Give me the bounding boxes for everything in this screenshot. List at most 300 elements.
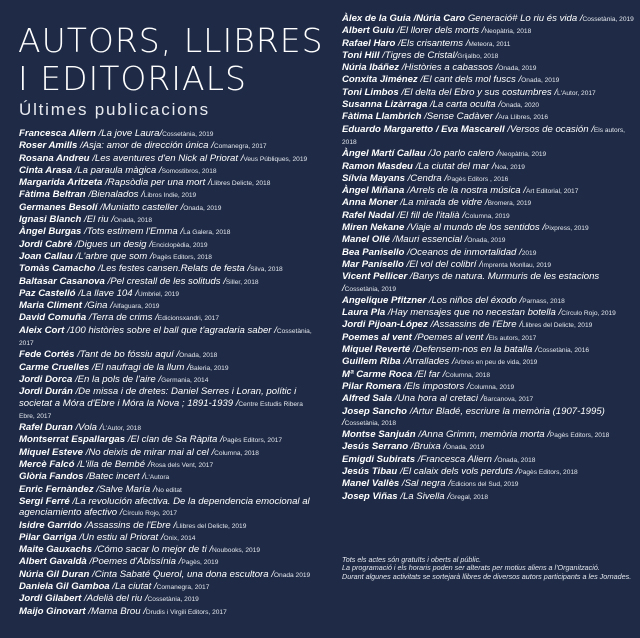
book-title: /La revolución afectiva. De la dependencia emocional al agenciamiento afectivo / bbox=[19, 495, 310, 519]
book-entry bbox=[19, 556, 315, 568]
book-publisher: Comanegra, 2017 bbox=[213, 143, 267, 151]
book-author: Paz Castelló bbox=[19, 287, 76, 299]
book-entry bbox=[19, 484, 315, 496]
book-publisher: Pagès, 2019 bbox=[181, 559, 219, 567]
book-title: /Banys de natura. Murmuris de les estacions / bbox=[342, 271, 600, 294]
book-entry bbox=[342, 124, 634, 149]
footer-note: Tots els actes són gratuïts i oberts al públic. bbox=[342, 555, 482, 564]
title-line-2: I EDITORIALS bbox=[18, 59, 247, 98]
book-author: Montse Sanjuán bbox=[342, 429, 416, 441]
book-publisher: Pagès Editors, 2017 bbox=[222, 437, 283, 445]
book-publisher: L'Autor, 2017 bbox=[557, 89, 596, 97]
book-entry bbox=[342, 307, 634, 319]
book-entry bbox=[19, 593, 315, 605]
book-publisher: Noa, 2019 bbox=[494, 163, 525, 171]
book-author: Àngel Martí Callau bbox=[342, 148, 426, 160]
book-entry bbox=[342, 197, 634, 209]
book-publisher: Barcanova, 2017 bbox=[483, 396, 534, 404]
book-title: /Cinta Sabaté Querol, una dona escultora / bbox=[89, 568, 274, 580]
book-title: /Assassins de l'Ebre / bbox=[81, 519, 176, 531]
book-publisher: Onix, 2014 bbox=[163, 534, 196, 542]
book-author: Josep Viñas bbox=[342, 490, 398, 502]
book-entry bbox=[19, 447, 315, 459]
book-entry bbox=[19, 581, 315, 593]
book-title: /Gina / bbox=[81, 300, 113, 312]
book-author: Angelique Pfitzner bbox=[342, 294, 427, 306]
book-title: /Un estiu al Priorat / bbox=[76, 531, 164, 543]
book-author: Mar Panisello bbox=[342, 258, 404, 270]
book-entry bbox=[342, 210, 634, 222]
book-title: /Mauri essencial / bbox=[389, 234, 468, 246]
book-entry bbox=[342, 161, 634, 173]
book-author: Jordi Dorca bbox=[19, 373, 73, 385]
book-title: /Pel crestall de les solituds / bbox=[104, 275, 226, 287]
book-entry bbox=[19, 214, 315, 226]
book-entry bbox=[19, 422, 315, 434]
book-author: Rosana Andreu bbox=[19, 152, 90, 164]
book-publisher: Onada, 2018 bbox=[497, 456, 536, 464]
book-author: Tomàs Camacho bbox=[19, 263, 96, 275]
book-author: Germanes Besolí bbox=[19, 201, 98, 213]
book-publisher: Pagès Editors, 2018 bbox=[518, 468, 578, 476]
book-title: /El riu / bbox=[81, 214, 114, 226]
book-author: Laura Pla bbox=[342, 307, 386, 319]
book-publisher: Els autors, 2017 bbox=[488, 334, 537, 342]
book-entry bbox=[19, 349, 315, 361]
book-author: Toni Hill bbox=[342, 49, 380, 61]
book-publisher: Grijalbo, 2018 bbox=[457, 52, 499, 60]
page-title bbox=[18, 22, 324, 98]
book-author: Aleix Cort bbox=[19, 324, 65, 336]
book-entry bbox=[19, 471, 315, 483]
book-title: /Oceanos de inmortalidad / bbox=[404, 246, 522, 258]
book-author: Àngel Burgas bbox=[19, 226, 82, 238]
book-author: Glòria Fandos bbox=[19, 471, 84, 483]
book-author: Àngel Miñana bbox=[342, 185, 405, 197]
book-publisher: Onada, 2019 bbox=[183, 204, 222, 212]
book-title: /Poemes d'Abissínia / bbox=[86, 556, 182, 568]
book-author: Daniela Gil Gamboa bbox=[19, 580, 110, 592]
book-author: Fàtima Llambrich bbox=[342, 111, 422, 123]
book-author: Sílvia Mayans bbox=[342, 172, 405, 184]
book-author: Margarida Aritzeta bbox=[19, 177, 103, 189]
book-entry bbox=[19, 532, 315, 544]
book-publisher: Edicions del Sud, 2019 bbox=[450, 481, 519, 489]
book-entry bbox=[342, 234, 634, 246]
book-publisher: Onada, 2019 bbox=[446, 444, 485, 452]
book-author: Montserrat Espallargas bbox=[19, 434, 126, 446]
book-entry bbox=[342, 25, 634, 37]
book-author: Pilar Garriga bbox=[19, 531, 77, 543]
book-title: /Bruixa / bbox=[408, 441, 446, 453]
book-entry bbox=[342, 406, 634, 430]
book-title: /L'arbre que som / bbox=[72, 250, 153, 262]
book-publisher: Círculo Rojo, 2017 bbox=[122, 510, 178, 518]
book-author: Ignasi Blanch bbox=[19, 214, 82, 226]
book-author: Enric Fernàndez bbox=[19, 483, 94, 495]
book-publisher: Columna, 2019 bbox=[469, 383, 515, 391]
book-publisher: Somostibros, 2018 bbox=[161, 167, 217, 175]
book-publisher: Silva, 2018 bbox=[250, 266, 283, 274]
book-title: /Bienalados / bbox=[85, 189, 144, 201]
book-title: /Arrallades / bbox=[400, 356, 455, 368]
book-publisher: Onada, 2018 bbox=[113, 217, 153, 225]
book-publisher: Neopàtria, 2018 bbox=[484, 28, 532, 36]
book-publisher: Imprenta Monllau, 2019 bbox=[481, 261, 551, 269]
book-publisher: Onada, 2019 bbox=[467, 237, 506, 245]
book-publisher: Parnass, 2018 bbox=[522, 297, 565, 305]
book-title: /La jove Laura/ bbox=[95, 128, 163, 139]
book-author: Conxita Jiménez bbox=[342, 74, 418, 86]
book-publisher: Bromera, 2019 bbox=[487, 200, 532, 208]
book-entry bbox=[342, 369, 634, 381]
book-title: /El fill de l'italià / bbox=[394, 209, 465, 221]
book-author: Miquel Esteve bbox=[19, 446, 83, 458]
book-entry bbox=[342, 271, 634, 295]
book-publisher: Pagès Editors, 2018 bbox=[152, 253, 212, 261]
book-entry bbox=[19, 459, 315, 471]
book-author: Isidre Garrido bbox=[19, 519, 82, 531]
book-author: Àlex de la Guia /Núria Caro bbox=[342, 13, 466, 24]
book-publisher: Columna, 2018 bbox=[445, 371, 490, 379]
book-entry bbox=[342, 491, 634, 503]
book-entry bbox=[19, 325, 315, 350]
book-entry bbox=[19, 569, 315, 581]
footer-note: Durant algunes activitats se sortejarà llibres de diversos autors participants a les Jornades. bbox=[342, 571, 632, 581]
book-publisher: Umbriel, 2019 bbox=[137, 290, 179, 298]
left-column-book-list bbox=[19, 128, 315, 618]
book-author: Toni Limbos bbox=[342, 86, 399, 98]
book-publisher: Llibres del Delicte, 2019 bbox=[521, 322, 593, 330]
book-entry bbox=[19, 202, 315, 214]
book-publisher: Alfaguara, 2019 bbox=[112, 303, 160, 311]
book-title: /Tant de bo fóssiu aquí / bbox=[74, 349, 180, 361]
right-column-book-list bbox=[342, 13, 634, 503]
book-entry bbox=[342, 148, 634, 160]
book-publisher: Cossetània, 2019 bbox=[162, 131, 214, 138]
book-author: Núria Ibáñez bbox=[342, 62, 400, 74]
book-title: /Adelià del riu / bbox=[81, 593, 148, 605]
book-publisher: L'Autor, 2018 bbox=[102, 425, 142, 433]
book-author: Jordi Durán bbox=[19, 386, 73, 398]
book-title: /Les aventures d'en Nick al Priorat / bbox=[89, 152, 244, 164]
book-title: /Salve María / bbox=[93, 483, 156, 495]
book-entry bbox=[342, 295, 634, 307]
book-author: Eduardo Margaretto / Eva Mascarell bbox=[342, 123, 505, 135]
book-title: /Mama Brou / bbox=[85, 605, 146, 617]
book-title: /La Sivella / bbox=[397, 490, 450, 502]
book-publisher: Els autors, 2018 bbox=[342, 126, 626, 146]
book-author: Cinta Arasa bbox=[19, 164, 72, 176]
book-publisher: Pagès Editors , 2016 bbox=[447, 175, 509, 183]
book-publisher: Rosa dels Vent, 2017 bbox=[150, 462, 214, 470]
book-title: /Els crisantems / bbox=[395, 37, 469, 49]
book-title: /Sal negra / bbox=[399, 478, 451, 490]
book-author: Mercè Falcó bbox=[19, 459, 75, 471]
book-author: Manel Ollé bbox=[342, 234, 390, 246]
book-publisher: Edicionsxandri, 2017 bbox=[157, 315, 220, 323]
book-author: Jesús Tibau bbox=[342, 465, 398, 477]
book-entry bbox=[19, 520, 315, 532]
book-entry bbox=[342, 344, 634, 356]
book-title: /La ciutat / bbox=[109, 580, 157, 592]
book-author: Jordi Cabré bbox=[19, 238, 73, 250]
book-title: /El far / bbox=[412, 368, 446, 380]
book-author: Anna Moner bbox=[342, 197, 398, 209]
book-title: Generació# Lo riu és vida / bbox=[465, 13, 583, 24]
book-title: /Assassins de l'Ebre / bbox=[427, 319, 522, 331]
book-author: Vicent Pellicer bbox=[342, 271, 408, 283]
book-title: /L'illa de Bembé / bbox=[74, 459, 151, 471]
book-author: Rafel Duran bbox=[19, 422, 73, 434]
book-publisher: Noubooks, 2019 bbox=[212, 547, 261, 555]
book-title: /El cant dels mol fuscs / bbox=[417, 74, 522, 86]
book-publisher: Ara Llibres, 2016 bbox=[498, 114, 549, 122]
book-title: /Arrels de la nostra música / bbox=[404, 185, 526, 197]
book-title: /La mirada de vidre / bbox=[397, 197, 488, 209]
book-entry bbox=[342, 247, 634, 259]
book-publisher: Onada, 2020 bbox=[500, 102, 540, 110]
book-publisher: L'Autora bbox=[144, 474, 170, 482]
book-author: Ramon Masdeu bbox=[342, 160, 413, 172]
book-title: /Els impostors / bbox=[401, 380, 470, 392]
book-entry bbox=[342, 381, 634, 393]
book-author: Miquel Reverté bbox=[342, 344, 411, 356]
book-publisher: Onada, 2019 bbox=[498, 65, 537, 73]
book-author: Fede Cortés bbox=[19, 349, 75, 361]
book-title: /El vol del colibrí / bbox=[403, 258, 482, 270]
book-entry bbox=[19, 153, 315, 165]
book-title: /La carta oculta / bbox=[427, 99, 501, 111]
book-author: Jordi Gilabert bbox=[19, 593, 82, 605]
book-entry bbox=[19, 251, 315, 263]
book-author: Sergi Ferré bbox=[19, 495, 70, 507]
book-entry bbox=[342, 62, 634, 74]
book-entry bbox=[342, 99, 634, 111]
book-title: /Cendra / bbox=[404, 172, 448, 184]
book-publisher: Gregal, 2018 bbox=[449, 493, 489, 501]
book-author: Jordi Pijoan-López bbox=[342, 319, 428, 331]
book-entry bbox=[342, 478, 634, 490]
book-entry bbox=[19, 276, 315, 288]
book-author: Fàtima Beltran bbox=[19, 189, 86, 201]
footer-notes bbox=[342, 556, 632, 581]
book-title: /Viaje al mundo de los sentidos / bbox=[404, 222, 546, 234]
book-entry bbox=[19, 374, 315, 386]
book-author: Rafel Nadal bbox=[342, 209, 395, 221]
book-title: /Vola / bbox=[72, 422, 103, 434]
book-title: /El naufragi de la llum / bbox=[89, 361, 190, 373]
book-entry bbox=[19, 128, 315, 140]
book-entry bbox=[342, 222, 634, 234]
book-entry bbox=[19, 312, 315, 324]
book-entry bbox=[342, 38, 634, 50]
book-entry bbox=[342, 454, 634, 466]
book-entry bbox=[19, 300, 315, 312]
book-publisher: Drudis i Virgili Editors, 2017 bbox=[145, 608, 227, 616]
book-publisher: Llibres Delicte, 2018 bbox=[210, 180, 271, 188]
book-entry bbox=[19, 386, 315, 422]
book-publisher: 2019 bbox=[521, 249, 537, 257]
book-author: Manel Vallès bbox=[342, 478, 400, 490]
book-publisher: Comanegra, 2017 bbox=[156, 583, 210, 591]
book-entry bbox=[19, 140, 315, 152]
book-title: /Batec incert / bbox=[83, 471, 145, 483]
book-publisher: Veus Públiques, 2019 bbox=[243, 155, 308, 163]
book-title: /Tigres de Cristal/ bbox=[379, 49, 458, 61]
book-entry bbox=[342, 393, 634, 405]
book-author: Albert Gavaldà bbox=[19, 556, 87, 568]
book-title: /Defensem-nos en la batalla / bbox=[410, 344, 538, 356]
book-publisher: Cossetània, 2018 bbox=[344, 419, 396, 427]
book-title: /El delta del Ebro y sus costumbres / bbox=[398, 86, 558, 98]
book-entry bbox=[342, 111, 634, 123]
book-publisher: Onada 2019 bbox=[273, 571, 311, 579]
book-publisher: La Galera, 2018 bbox=[183, 229, 231, 237]
book-publisher: Llibres del Delicte, 2019 bbox=[176, 522, 247, 530]
book-publisher: Cossetània, 2019 bbox=[147, 596, 199, 604]
book-title: /Asja: amor de dirección única / bbox=[77, 140, 214, 152]
book-author: Guillem Riba bbox=[342, 356, 401, 368]
book-author: Maite Gauxachs bbox=[19, 544, 93, 556]
book-entry bbox=[342, 50, 634, 62]
book-entry bbox=[342, 185, 634, 197]
book-title: /100 històries sobre el ball que t'agradaria saber / bbox=[64, 324, 277, 336]
page-subtitle: Últimes publicacions bbox=[19, 100, 210, 119]
book-title: /Cómo sacar lo mejor de ti / bbox=[92, 544, 213, 556]
book-entry bbox=[342, 319, 634, 331]
footer-note: La programació i els horaris poden ser alterats per motius aliens a l'Organització. bbox=[342, 563, 600, 573]
book-title: /Hay mensajes que no necestan botella / bbox=[385, 307, 562, 319]
book-publisher: Germania, 2014 bbox=[161, 376, 209, 384]
book-title: /El calaix dels vols perduts / bbox=[397, 465, 519, 477]
book-title: /La llave 104 / bbox=[75, 287, 138, 299]
book-publisher: Cossetània, 2017 bbox=[19, 327, 312, 348]
book-entry bbox=[19, 434, 315, 446]
book-entry bbox=[19, 544, 315, 556]
book-author: Rafael Haro bbox=[342, 37, 396, 49]
book-author: Roser Amills bbox=[19, 140, 78, 152]
book-entry bbox=[342, 356, 634, 368]
book-title: /Una hora al cretaci / bbox=[392, 393, 484, 405]
book-title: /Històries a cabassos / bbox=[399, 62, 499, 74]
book-title: /Versos de ocasión / bbox=[504, 123, 594, 135]
book-author: Núria Gil Duran bbox=[19, 568, 90, 580]
book-entry bbox=[19, 496, 315, 520]
book-author: Mª Carme Roca bbox=[342, 368, 413, 380]
book-entry bbox=[342, 87, 634, 99]
book-publisher: Cossetània, 2019 bbox=[344, 285, 396, 293]
book-entry bbox=[19, 263, 315, 275]
book-title: /No deixis de mirar mai al cel / bbox=[82, 446, 215, 458]
book-author: David Comuña bbox=[19, 312, 87, 324]
book-author: Susanna Lizàrraga bbox=[342, 99, 428, 111]
book-publisher: Onada, 2019 bbox=[521, 77, 560, 85]
book-publisher: Círculo Rojo, 2019 bbox=[561, 310, 616, 318]
book-entry bbox=[19, 288, 315, 300]
book-author: Miren Nekane bbox=[342, 222, 405, 234]
book-entry bbox=[342, 429, 634, 441]
book-title: /La paraula màgica / bbox=[71, 164, 162, 176]
book-publisher: Columna, 2018 bbox=[214, 449, 259, 457]
book-publisher: No editat bbox=[155, 486, 182, 494]
book-entry bbox=[342, 466, 634, 478]
book-publisher: Pixpress, 2019 bbox=[545, 225, 589, 233]
book-title: /Francesca Aliern / bbox=[415, 453, 498, 465]
book-author: Maijo Ginovart bbox=[19, 605, 86, 617]
book-title: /Poemes al vent / bbox=[411, 331, 489, 343]
book-title: /La ciutat del mar / bbox=[412, 160, 495, 172]
book-publisher: Meteora, 2011 bbox=[468, 40, 511, 48]
book-publisher: Centre Estudis Ribera Ebre, 2017 bbox=[19, 400, 303, 420]
book-entry bbox=[342, 74, 634, 86]
book-publisher: Columna, 2019 bbox=[464, 212, 510, 220]
book-title: /Tots estimem l'Emma / bbox=[81, 226, 184, 238]
book-title: /Muniatto casteller / bbox=[97, 201, 184, 213]
book-title: /Anna Grimm, memòria morta / bbox=[415, 429, 550, 441]
book-title: /Artur Bladé, escriure la memòria (1907-1995) / bbox=[342, 405, 605, 428]
book-title: /El clan de Sa Ràpita / bbox=[125, 434, 223, 446]
book-publisher: Cossetània, 2016 bbox=[537, 347, 590, 355]
book-entry bbox=[342, 441, 634, 453]
book-publisher: Cossetània, 2019 bbox=[582, 16, 634, 23]
book-author: Francesca Aliern bbox=[19, 128, 96, 139]
book-entry bbox=[19, 606, 315, 618]
book-entry bbox=[342, 173, 634, 185]
book-title: /Los niños del éxodo / bbox=[426, 294, 523, 306]
book-publisher: Neopàtria, 2019 bbox=[499, 151, 547, 159]
book-author: Maria Climent bbox=[19, 300, 82, 312]
book-author: Josep Sancho bbox=[342, 405, 408, 417]
book-title: /De missa i de dretes: Daniel Serres i Loran, polític i societat a Móra d'Ebre i Móra la Nova ; 1891-1939 / bbox=[19, 386, 297, 409]
book-title: /Jo parlo calero / bbox=[425, 148, 500, 160]
book-entry bbox=[19, 239, 315, 251]
book-title: /El llorer dels morts / bbox=[394, 25, 485, 37]
book-title: /Les festes cansen.Relats de festa / bbox=[95, 263, 251, 275]
book-title: /Rapsòdia per una mort / bbox=[102, 177, 211, 189]
book-title: /En la pols de l'aire / bbox=[72, 373, 162, 385]
book-publisher: Arbres en peu de vida, 2019 bbox=[454, 359, 538, 367]
book-publisher: Libros Indie, 2019 bbox=[143, 192, 197, 200]
book-author: Bea Panisello bbox=[342, 246, 405, 258]
book-title: /Sense Cadàver / bbox=[421, 111, 499, 123]
book-entry bbox=[19, 226, 315, 238]
book-author: Carme Cruelles bbox=[19, 361, 90, 373]
book-entry bbox=[342, 332, 634, 344]
book-publisher: Siller, 2018 bbox=[225, 278, 259, 286]
book-entry bbox=[19, 165, 315, 177]
book-author: Alfred Sala bbox=[342, 393, 393, 405]
book-publisher: Pagès Editors, 2018 bbox=[549, 432, 610, 440]
book-entry bbox=[19, 177, 315, 189]
book-author: Baltasar Casanova bbox=[19, 275, 105, 287]
book-publisher: Baleria, 2019 bbox=[189, 364, 229, 372]
book-author: Joan Callau bbox=[19, 250, 73, 262]
book-entry bbox=[19, 362, 315, 374]
book-author: Jesús Serrano bbox=[342, 441, 409, 453]
title-line-1: AUTORS, LLIBRES bbox=[18, 21, 324, 60]
book-author: Albert Guiu bbox=[342, 25, 395, 37]
book-entry bbox=[342, 259, 634, 271]
book-entry bbox=[19, 189, 315, 201]
book-title: /Digues un desig / bbox=[72, 238, 152, 250]
book-publisher: Art Editorial, 2017 bbox=[525, 188, 579, 196]
book-publisher: Onada, 2018 bbox=[179, 352, 218, 360]
book-author: Emigdi Subirats bbox=[342, 453, 416, 465]
book-author: Poemes al vent bbox=[342, 331, 412, 343]
book-author: Pilar Romera bbox=[342, 380, 402, 392]
book-publisher: Enciclopèdia, 2019 bbox=[151, 241, 208, 249]
